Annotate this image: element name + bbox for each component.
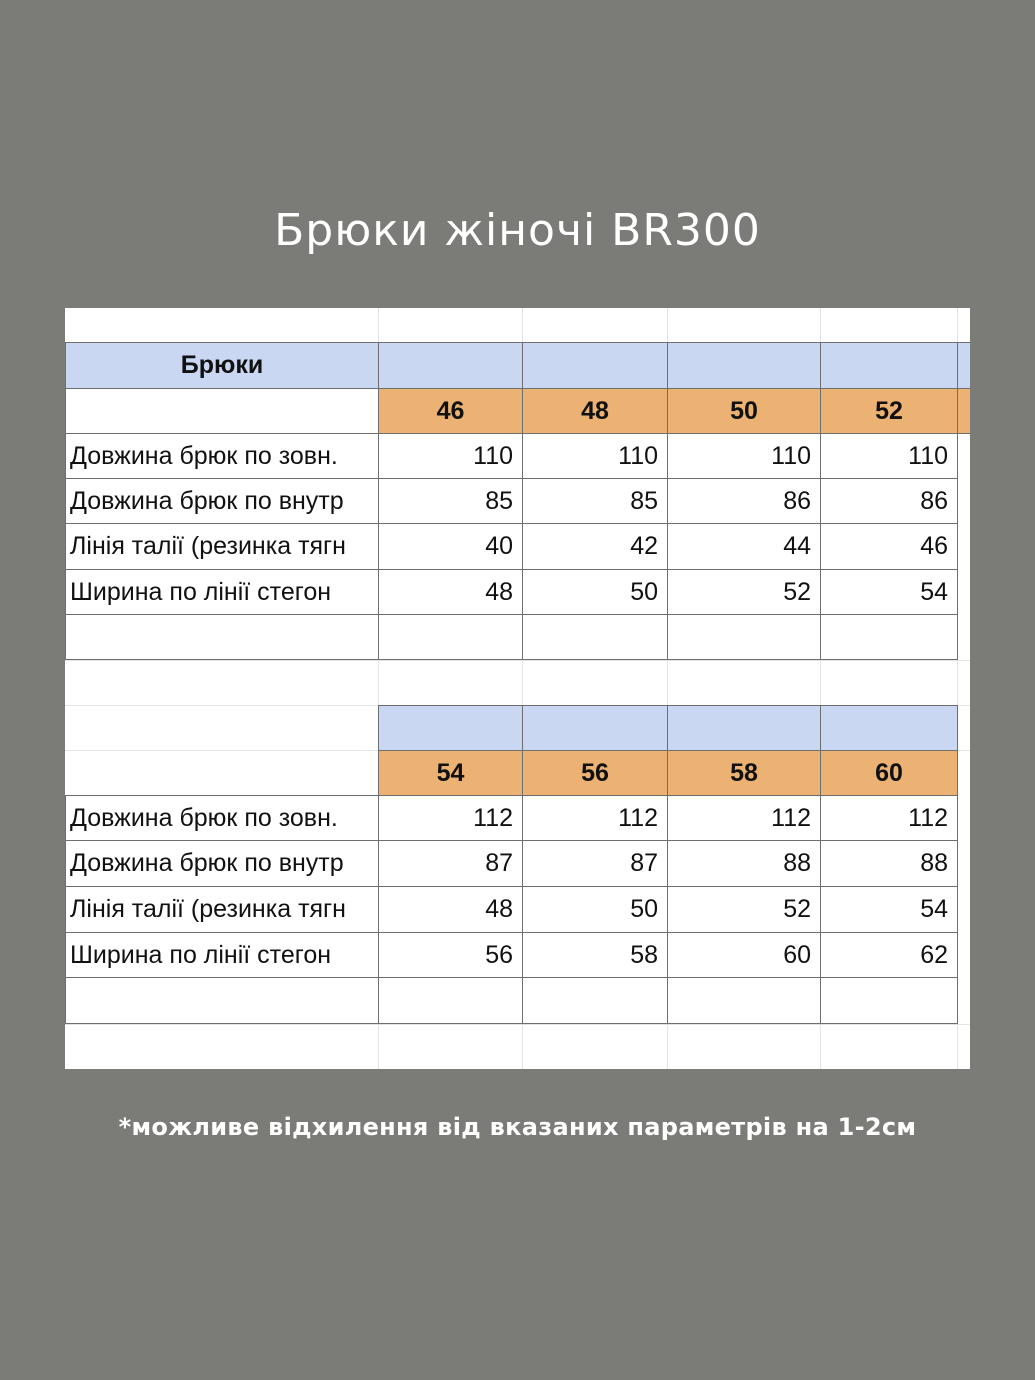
gridline bbox=[65, 660, 970, 661]
empty-cell bbox=[820, 614, 958, 660]
empty-cell bbox=[378, 977, 523, 1024]
measurement-label: Довжина брюк по внутр bbox=[65, 840, 379, 887]
measurement-value: 110 bbox=[820, 433, 958, 479]
header-blank-cell bbox=[522, 705, 668, 751]
size-chart-spreadsheet bbox=[65, 308, 970, 1069]
size-cell: 46 bbox=[378, 388, 523, 434]
measurement-value: 50 bbox=[522, 569, 668, 615]
measurement-value: 62 bbox=[820, 932, 958, 978]
measurement-value: 86 bbox=[667, 478, 821, 524]
measurement-label: Довжина брюк по зовн. bbox=[65, 795, 379, 841]
size-label-blank bbox=[65, 388, 379, 434]
header-blank-cell bbox=[378, 705, 523, 751]
measurement-value: 48 bbox=[378, 886, 523, 933]
measurement-value: 112 bbox=[820, 795, 958, 841]
measurement-value: 56 bbox=[378, 932, 523, 978]
measurement-label: Довжина брюк по внутр bbox=[65, 478, 379, 524]
size-cell: 60 bbox=[820, 750, 958, 796]
measurement-value: 46 bbox=[820, 523, 958, 570]
measurement-label: Ширина по лінії стегон bbox=[65, 932, 379, 978]
size-cell: 58 bbox=[667, 750, 821, 796]
empty-cell bbox=[820, 977, 958, 1024]
header-blank-cell bbox=[667, 705, 821, 751]
measurement-value: 44 bbox=[667, 523, 821, 570]
header-blank-cell bbox=[820, 705, 958, 751]
empty-cell bbox=[667, 977, 821, 1024]
header-blank-cell bbox=[378, 342, 523, 389]
empty-cell bbox=[65, 614, 379, 660]
measurement-label: Лінія талії (резинка тягн bbox=[65, 886, 379, 933]
page-title: Брюки жіночі BR300 bbox=[274, 205, 761, 256]
measurement-value: 112 bbox=[378, 795, 523, 841]
empty-cell bbox=[667, 614, 821, 660]
measurement-value: 112 bbox=[522, 795, 668, 841]
measurement-label: Лінія талії (резинка тягн bbox=[65, 523, 379, 570]
measurement-value: 88 bbox=[667, 840, 821, 887]
empty-cell bbox=[65, 977, 379, 1024]
empty-cell bbox=[378, 614, 523, 660]
header-blank-cell bbox=[667, 342, 821, 389]
size-cell: 56 bbox=[522, 750, 668, 796]
measurement-value: 112 bbox=[667, 795, 821, 841]
measurement-value: 86 bbox=[820, 478, 958, 524]
measurement-value: 60 bbox=[667, 932, 821, 978]
measurement-label: Довжина брюк по зовн. bbox=[65, 433, 379, 479]
measurement-value: 54 bbox=[820, 569, 958, 615]
tolerance-note: *можливе відхилення від вказаних параметрів на 1-2см bbox=[118, 1113, 917, 1141]
measurement-value: 52 bbox=[667, 569, 821, 615]
size-cell: 50 bbox=[667, 388, 821, 434]
header-blank-cell bbox=[522, 342, 668, 389]
measurement-label: Ширина по лінії стегон bbox=[65, 569, 379, 615]
measurement-value: 52 bbox=[667, 886, 821, 933]
gridline bbox=[65, 1024, 970, 1025]
measurement-value: 110 bbox=[522, 433, 668, 479]
measurement-value: 110 bbox=[378, 433, 523, 479]
empty-cell bbox=[522, 977, 668, 1024]
measurement-value: 85 bbox=[522, 478, 668, 524]
table-header-cell: Брюки bbox=[65, 342, 379, 389]
measurement-value: 87 bbox=[378, 840, 523, 887]
size-cell: 54 bbox=[378, 750, 523, 796]
empty-cell bbox=[522, 614, 668, 660]
header-blank-cell bbox=[957, 342, 970, 389]
size-cell: 52 bbox=[820, 388, 958, 434]
measurement-value: 54 bbox=[820, 886, 958, 933]
measurement-value: 110 bbox=[667, 433, 821, 479]
measurement-value: 85 bbox=[378, 478, 523, 524]
measurement-value: 50 bbox=[522, 886, 668, 933]
measurement-value: 48 bbox=[378, 569, 523, 615]
measurement-value: 40 bbox=[378, 523, 523, 570]
measurement-value: 58 bbox=[522, 932, 668, 978]
size-cell-overflow bbox=[957, 388, 970, 434]
header-blank-cell bbox=[820, 342, 958, 389]
measurement-value: 42 bbox=[522, 523, 668, 570]
measurement-value: 87 bbox=[522, 840, 668, 887]
size-cell: 48 bbox=[522, 388, 668, 434]
measurement-value: 88 bbox=[820, 840, 958, 887]
